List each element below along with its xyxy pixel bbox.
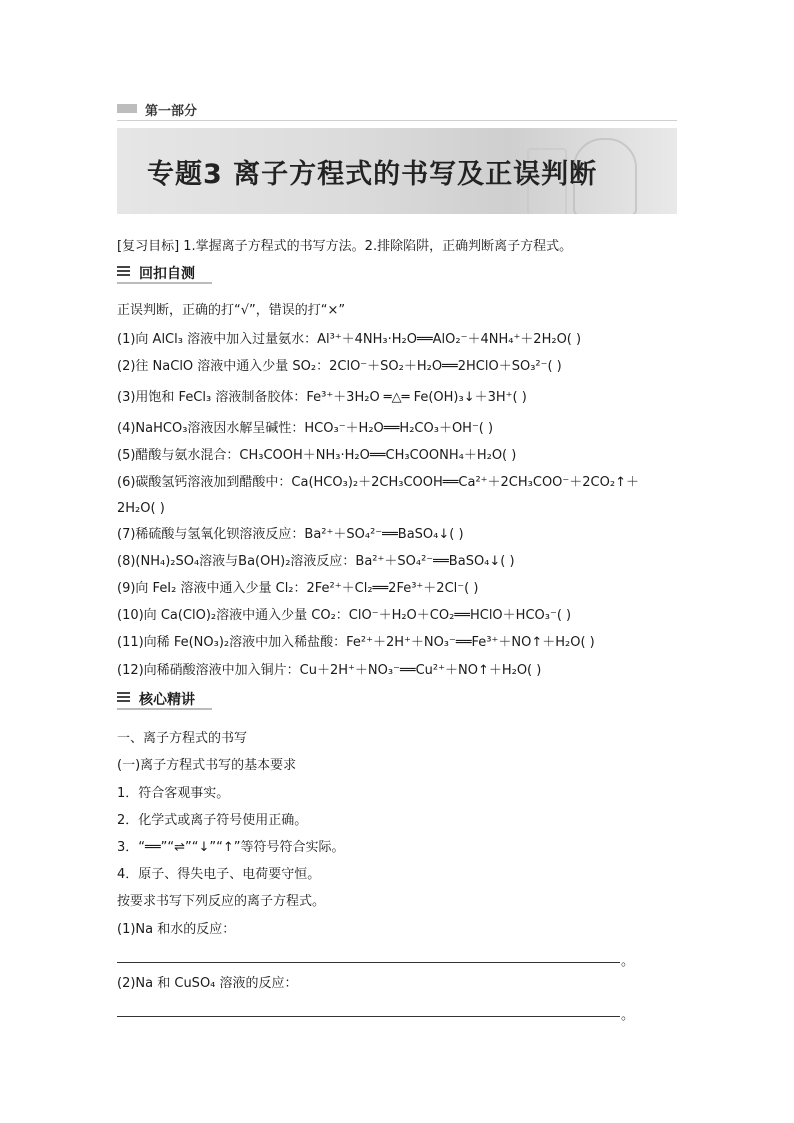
part-marker (117, 104, 137, 113)
list-item: (10)向 Ca(ClO)₂溶液中通入少量 CO₂：ClO⁻＋H₂O＋CO₂══HClO＋HCO₃⁻( ) (117, 608, 572, 623)
list-item: (11)向稀 Fe(NO₃)₂溶液中加入稀盐酸：Fe²⁺＋2H⁺＋NO₃⁻══Fe³⁺＋NO↑＋H₂O( ) (117, 635, 595, 650)
section-underline (117, 282, 212, 284)
list-item: (5)醋酸与氨水混合：CH₃COOH＋NH₃·H₂O══CH₃COONH₄＋H₂O( ) (117, 448, 517, 463)
list-item: (1)向 AlCl₃ 溶液中加入过量氨水：Al³⁺＋4NH₃·H₂O══AlO₂⁻＋4NH₄⁺＋2H₂O( ) (117, 332, 582, 347)
review-goal: [复习目标] 1.掌握离子方程式的书写方法。2.排除陷阱，正确判断离子方程式。 (117, 239, 573, 254)
requirement: 4．原子、得失电子、电荷要守恒。 (117, 867, 321, 882)
subheading: (一)离子方程式书写的基本要求 (117, 758, 297, 773)
answer-line (117, 1016, 620, 1017)
requirement: 2．化学式或离子符号使用正确。 (117, 813, 308, 828)
list-item: (3)用饱和 FeCl₃ 溶液制备胶体：Fe³⁺＋3H₂O ═△═ Fe(OH)₃↓＋3H⁺( ) (117, 390, 527, 405)
task-question: (1)Na 和水的反应： (117, 922, 236, 937)
task-question: (2)Na 和 CuSO₄ 溶液的反应： (117, 976, 298, 991)
section-head-core (117, 688, 212, 710)
requirement: 1．符合客观事实。 (117, 786, 230, 801)
list-item: (7)稀硫酸与氢氧化钡溶液反应：Ba²⁺＋SO₄²⁻══BaSO₄↓( ) (117, 527, 464, 542)
header-divider (117, 120, 677, 121)
list-icon (117, 692, 130, 705)
list-item: 2H₂O( ) (117, 501, 165, 516)
instruction: 正误判断，正确的打“√”，错误的打“×” (117, 303, 346, 318)
section-underline (117, 708, 212, 710)
end-mark: 。 (621, 1008, 635, 1023)
list-item: (6)碳酸氢钙溶液加到醋酸中：Ca(HCO₃)₂＋2CH₃COOH══Ca²⁺＋2CH₃COO⁻＋2CO₂↑＋ (117, 475, 639, 490)
task-instruction: 按要求书写下列反应的离子方程式。 (117, 894, 326, 909)
page-title: 专题3 离子方程式的书写及正误判断 (147, 159, 598, 190)
end-mark: 。 (621, 954, 635, 969)
heading: 一、离子方程式的书写 (117, 731, 248, 746)
section-title: 核心精讲 (139, 692, 195, 708)
list-item: (4)NaHCO₃溶液因水解呈碱性：HCO₃⁻＋H₂O══H₂CO₃＋OH⁻( ) (117, 421, 494, 436)
list-item: (9)向 FeI₂ 溶液中通入少量 Cl₂：2Fe²⁺＋Cl₂══2Fe³⁺＋2Cl⁻( ) (117, 581, 479, 596)
section-title: 回扣自测 (139, 266, 195, 282)
title-banner (117, 128, 677, 214)
requirement: 3．“══”“⇌”“↓”“↑”等符号符合实际。 (117, 840, 345, 855)
list-item: (8)(NH₄)₂SO₄溶液与Ba(OH)₂溶液反应：Ba²⁺＋SO₄²⁻══BaSO₄↓( ) (117, 554, 515, 569)
list-icon (117, 266, 130, 279)
section-head-review (117, 262, 212, 284)
answer-line (117, 962, 620, 963)
list-item: (12)向稀硝酸溶液中加入铜片：Cu＋2H⁺＋NO₃⁻══Cu²⁺＋NO↑＋H₂O( ) (117, 663, 542, 678)
part-label: 第一部分 (145, 104, 198, 119)
list-item: (2)往 NaClO 溶液中通入少量 SO₂：2ClO⁻＋SO₂＋H₂O══2HClO＋SO₃²⁻( ) (117, 359, 562, 374)
